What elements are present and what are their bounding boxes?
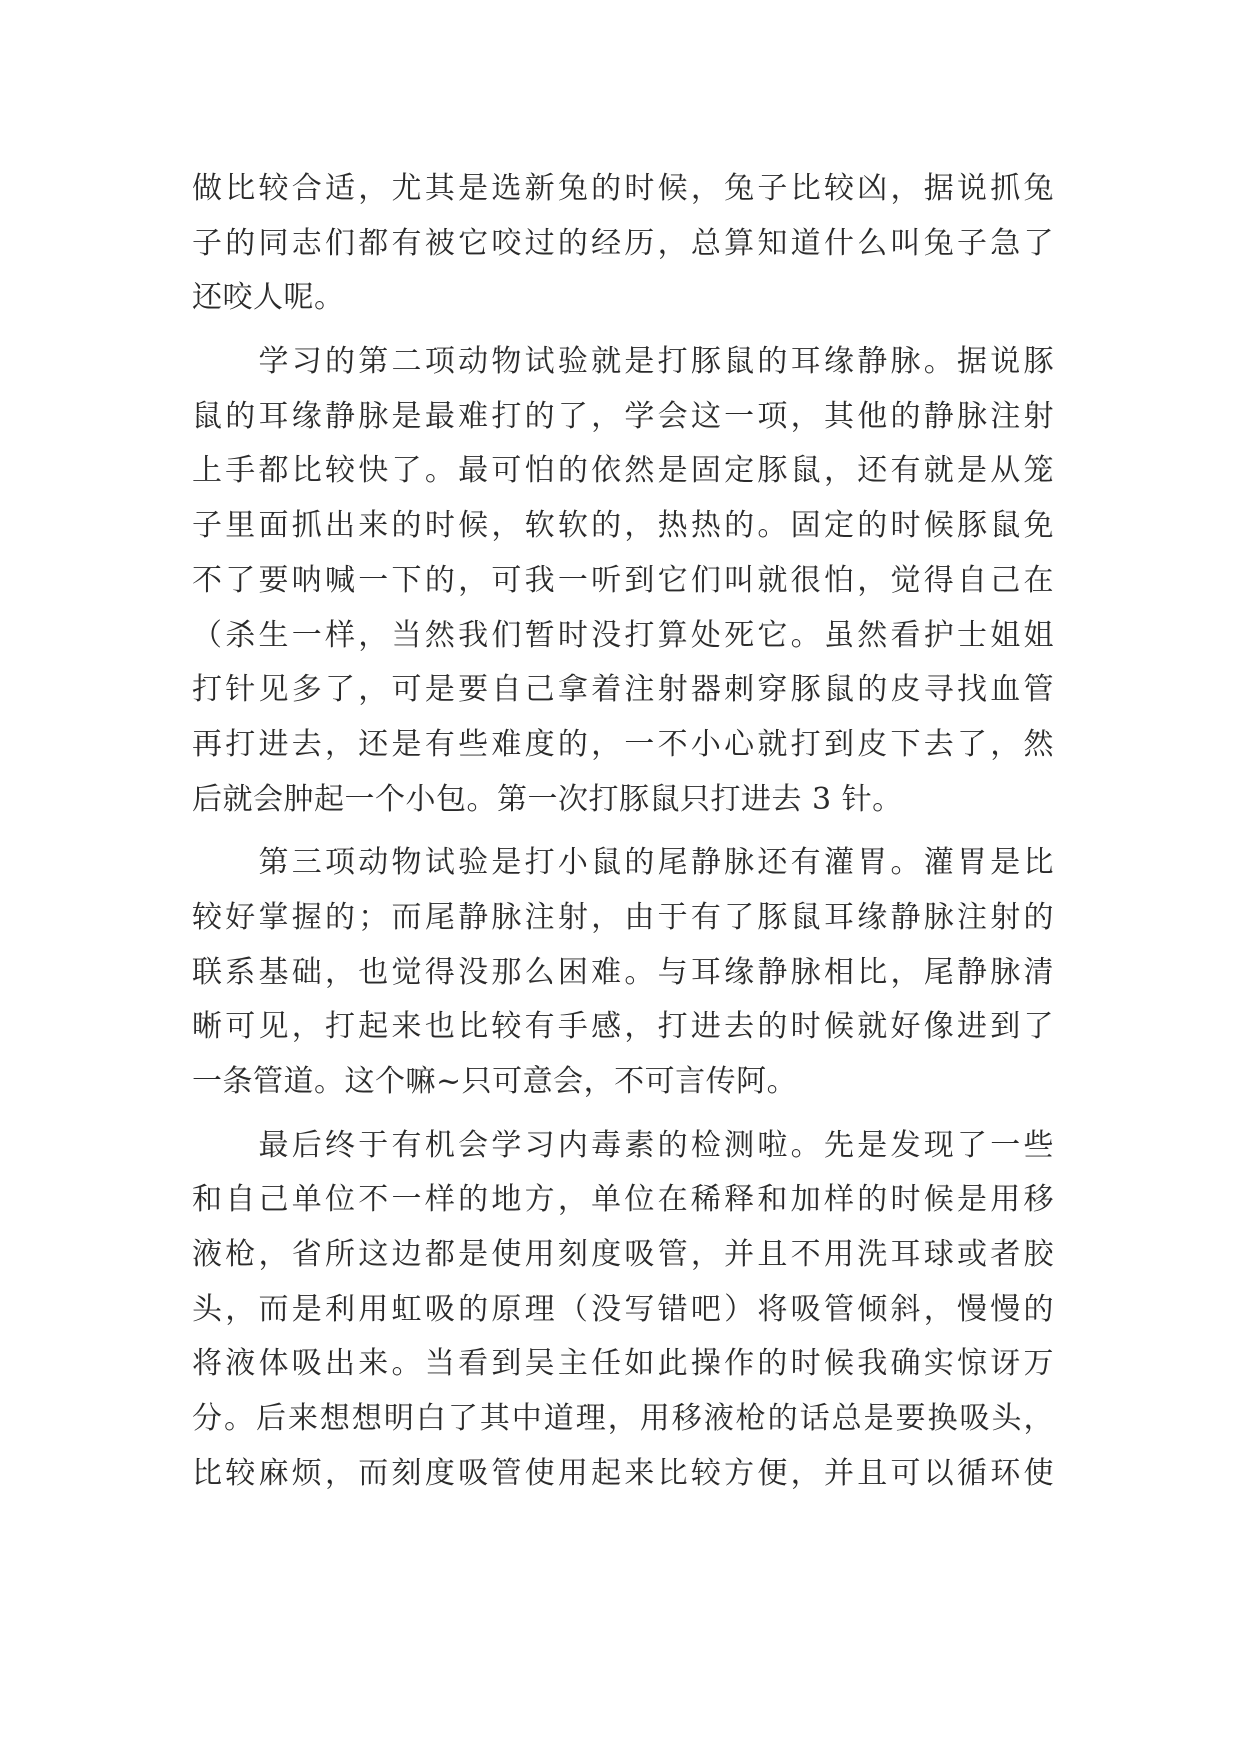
- paragraph: [192, 162, 1054, 326]
- text-line: 上手都比较快了。最可怕的依然是固定豚鼠，还有就是从笼: [192, 453, 1054, 489]
- text-line: 后就会肿起一个小包。第一次打豚鼠只打进去 3 针。: [192, 781, 903, 817]
- text-line: 液枪，省所这边都是使用刻度吸管，并且不用洗耳球或者胶: [192, 1237, 1054, 1273]
- text-line: 还咬人呢。: [192, 280, 345, 316]
- text-line: （杀生一样，当然我们暂时没打算处死它。虽然看护士姐姐: [192, 617, 1054, 653]
- text-line: 做比较合适，尤其是选新兔的时候，兔子比较凶，据说抓兔: [192, 171, 1054, 206]
- text-line: 鼠的耳缘静脉是最难打的了，学会这一项，其他的静脉注射: [192, 398, 1054, 434]
- paragraph: [192, 1119, 1054, 1502]
- paragraph: [192, 836, 1054, 1109]
- text-line: 子里面抓出来的时候，软软的，热热的。固定的时候豚鼠免: [192, 508, 1054, 544]
- text-line: 第三项动物试验是打小鼠的尾静脉还有灌胃。灌胃是比: [192, 845, 1054, 881]
- text-line: 再打进去，还是有些难度的，一不小心就打到皮下去了，然: [192, 726, 1054, 762]
- text-line: 分。后来想想明白了其中道理，用移液枪的话总是要换吸头，: [192, 1401, 1054, 1437]
- text-line: 头，而是利用虹吸的原理（没写错吧）将吸管倾斜，慢慢的: [192, 1291, 1054, 1327]
- text-line: 较好掌握的；而尾静脉注射，由于有了豚鼠耳缘静脉注射的: [192, 899, 1054, 935]
- text-line: 子的同志们都有被它咬过的经历，总算知道什么叫兔子急了: [192, 225, 1054, 261]
- text-line: 联系基础，也觉得没那么困难。与耳缘静脉相比，尾静脉清: [192, 954, 1054, 990]
- text-line: 晰可见，打起来也比较有手感，打进去的时候就好像进到了: [192, 1009, 1054, 1045]
- text-line: 打针见多了，可是要自己拿着注射器刺穿豚鼠的皮寻找血管: [192, 672, 1054, 708]
- body-text: [192, 162, 1054, 1502]
- text-line: 将液体吸出来。当看到吴主任如此操作的时候我确实惊讶万: [192, 1346, 1054, 1382]
- paragraph: [192, 335, 1054, 827]
- text-line: 学习的第二项动物试验就是打豚鼠的耳缘静脉。据说豚: [192, 344, 1054, 380]
- text-line: 一条管道。这个嘛~只可意会，不可言传阿。: [192, 1064, 798, 1099]
- text-line: 比较麻烦，而刻度吸管使用起来比较方便，并且可以循环使: [192, 1455, 1054, 1491]
- text-line: 最后终于有机会学习内毒素的检测啦。先是发现了一些: [192, 1127, 1054, 1163]
- text-line: 和自己单位不一样的地方，单位在稀释和加样的时候是用移: [192, 1182, 1054, 1218]
- text-line: 不了要呐喊一下的，可我一听到它们叫就很怕，觉得自己在: [192, 562, 1054, 598]
